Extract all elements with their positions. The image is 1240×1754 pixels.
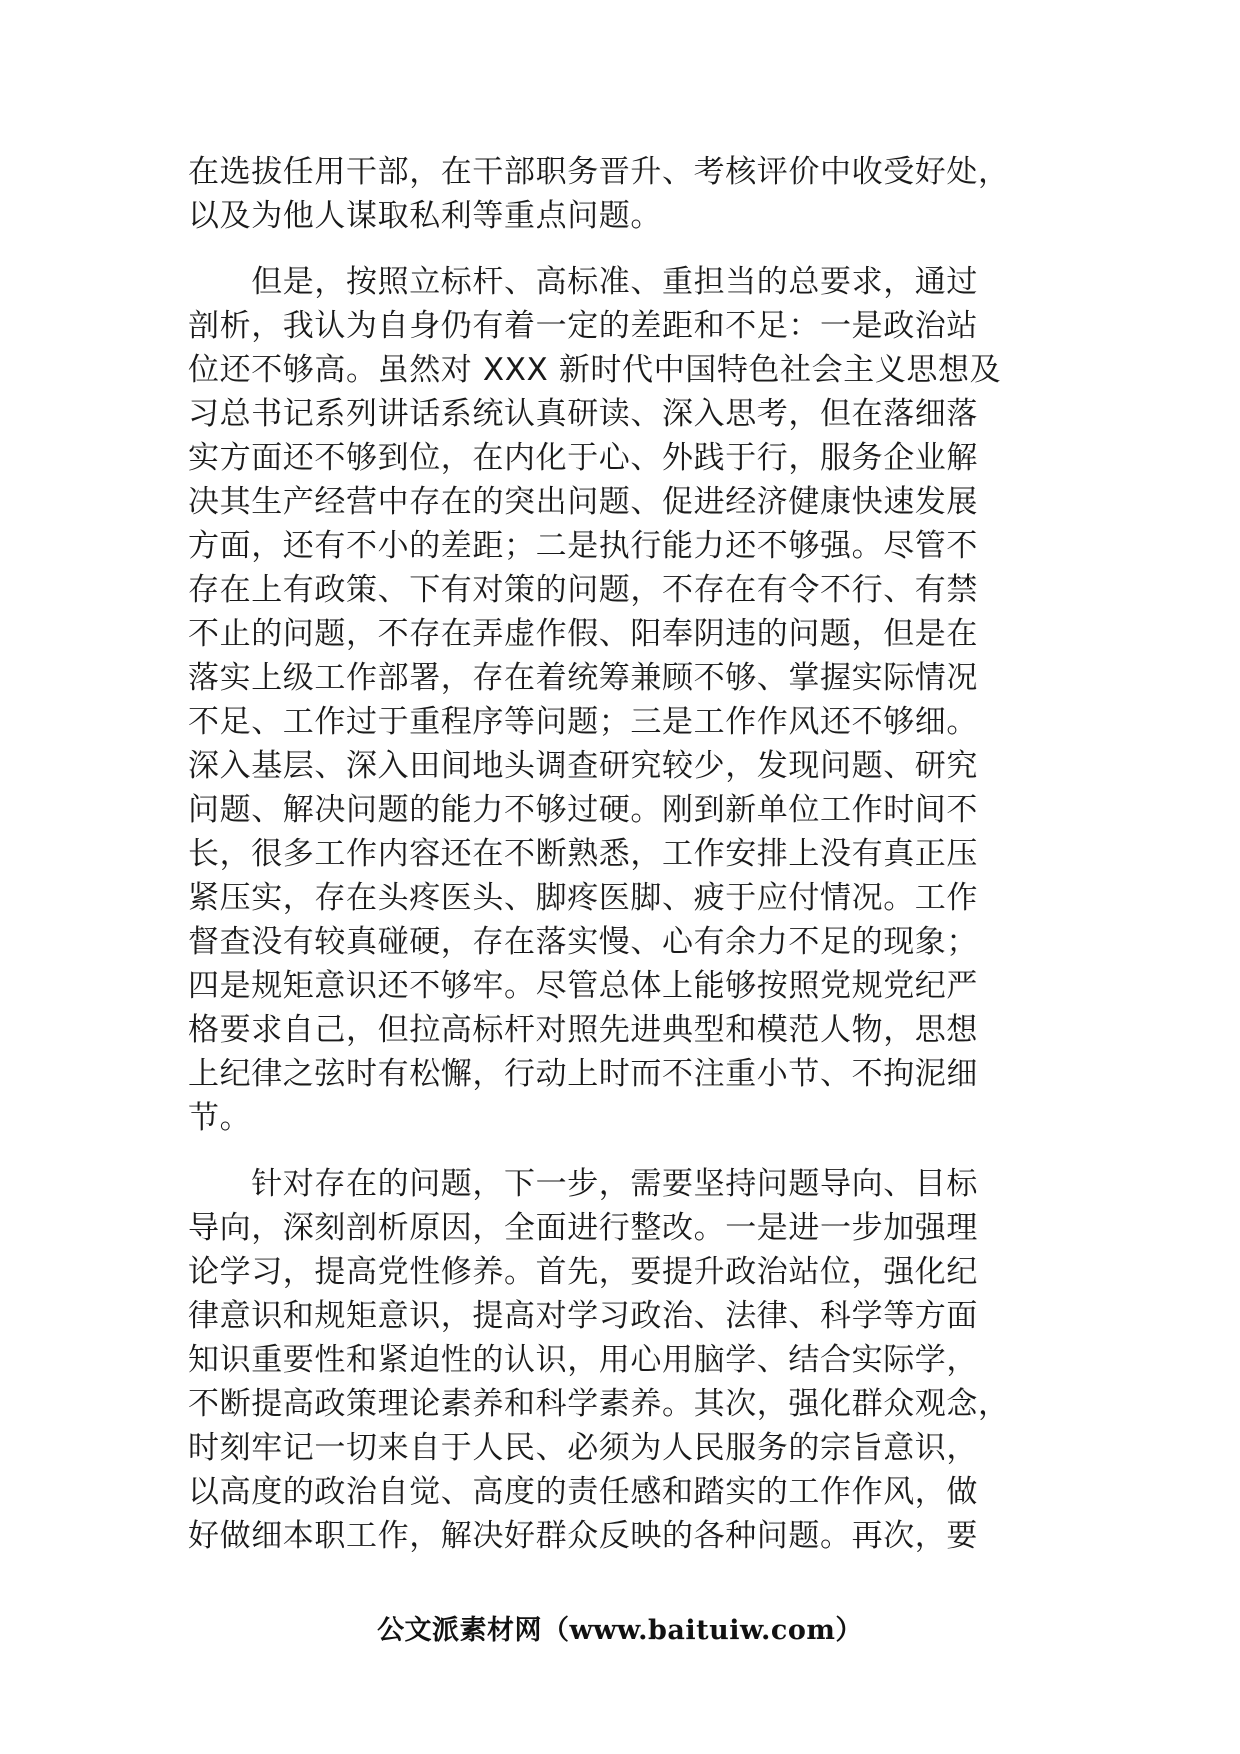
text-line: 落实上级工作部署，存在着统筹兼顾不够、掌握实际情况 bbox=[188, 660, 978, 696]
text-line: 实方面还不够到位，在内化于心、外践于行，服务企业解 bbox=[188, 440, 978, 476]
text-line: 长，很多工作内容还在不断熟悉，工作安排上没有真正压 bbox=[188, 836, 978, 872]
text-line: 格要求自己，但拉高标杆对照先进典型和模范人物，思想 bbox=[188, 1012, 978, 1048]
text-line: 上纪律之弦时有松懈，行动上时而不注重小节、不拘泥细 bbox=[188, 1056, 978, 1092]
text-line: 针对存在的问题，下一步，需要坚持问题导向、目标 bbox=[188, 1166, 978, 1202]
text-line: 时刻牢记一切来自于人民、必须为人民服务的宗旨意识， bbox=[188, 1430, 978, 1466]
text-line: 问题、解决问题的能力不够过硬。刚到新单位工作时间不 bbox=[188, 792, 978, 828]
document-body bbox=[188, 150, 1048, 1558]
text-line: 决其生产经营中存在的突出问题、促进经济健康快速发展 bbox=[188, 484, 978, 520]
text-line: 论学习，提高党性修养。首先，要提升政治站位，强化纪 bbox=[188, 1254, 978, 1290]
text-line: 导向，深刻剖析原因，全面进行整改。一是进一步加强理 bbox=[188, 1210, 978, 1246]
paragraph-1 bbox=[188, 150, 1048, 238]
text-line: 好做细本职工作，解决好群众反映的各种问题。再次，要 bbox=[188, 1518, 978, 1554]
text-line: 在选拔任用干部，在干部职务晋升、考核评价中收受好处， bbox=[188, 154, 1010, 190]
text-line: 不足、工作过于重程序等问题；三是工作作风还不够细。 bbox=[188, 704, 978, 740]
text-line: 节。 bbox=[188, 1100, 252, 1136]
text-line: 不止的问题，不存在弄虚作假、阳奉阴违的问题，但是在 bbox=[188, 616, 978, 652]
text-line: 以高度的政治自觉、高度的责任感和踏实的工作作风，做 bbox=[188, 1474, 978, 1510]
text-line: 习总书记系列讲话系统认真研读、深入思考，但在落细落 bbox=[188, 396, 978, 432]
text-line: 律意识和规矩意识，提高对学习政治、法律、科学等方面 bbox=[188, 1298, 978, 1334]
text-line: 不断提高政策理论素养和科学素养。其次，强化群众观念， bbox=[188, 1386, 1010, 1422]
text-line: 四是规矩意识还不够牢。尽管总体上能够按照党规党纪严 bbox=[188, 968, 978, 1004]
text-line: 剖析，我认为自身仍有着一定的差距和不足：一是政治站 bbox=[188, 308, 978, 344]
text-line: 以及为他人谋取私利等重点问题。 bbox=[188, 198, 662, 234]
text-line: 方面，还有不小的差距；二是执行能力还不够强。尽管不 bbox=[188, 528, 978, 564]
text-line: 但是，按照立标杆、高标准、重担当的总要求，通过 bbox=[188, 264, 978, 300]
paragraph-2 bbox=[188, 260, 1048, 1140]
text-line: 紧压实，存在头疼医头、脚疼医脚、疲于应付情况。工作 bbox=[188, 880, 978, 916]
footer-watermark: 公文派素材网（www.baituiw.com） bbox=[377, 1615, 863, 1646]
text-line: 督查没有较真碰硬，存在落实慢、心有余力不足的现象； bbox=[188, 924, 978, 960]
text-line: 存在上有政策、下有对策的问题，不存在有令不行、有禁 bbox=[188, 572, 978, 608]
text-line: 深入基层、深入田间地头调查研究较少，发现问题、研究 bbox=[188, 748, 978, 784]
text-line: 位还不够高。虽然对 XXX 新时代中国特色社会主义思想及 bbox=[188, 352, 1002, 388]
paragraph-3 bbox=[188, 1162, 1048, 1558]
text-line: 知识重要性和紧迫性的认识，用心用脑学、结合实际学， bbox=[188, 1342, 978, 1378]
